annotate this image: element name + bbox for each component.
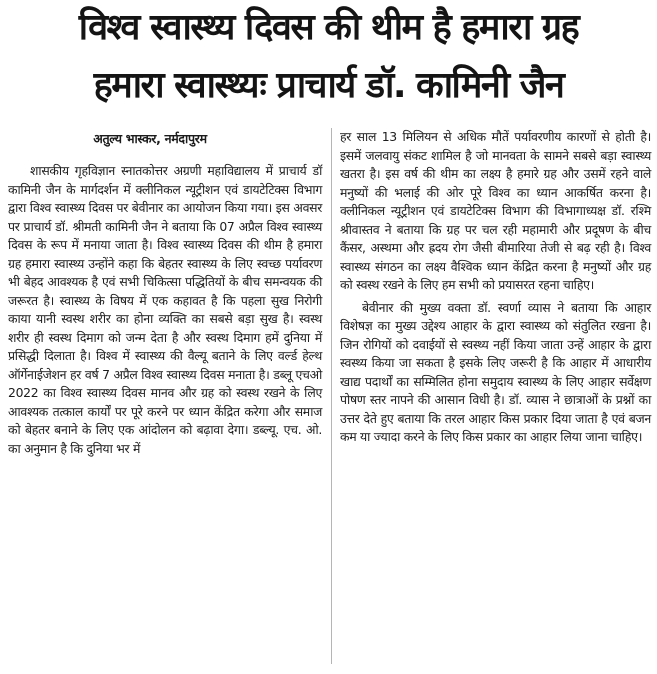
article-paragraph-right-2: बेवीनार की मुख्य वक्ता डॉ. स्वर्णा व्यास ने बताया कि आहार विशेषज्ञ का मुख्य उद्देश्य आहार के द्वारा स्वास्थ्य को संतुलित रखना है। जिन रोगियों को दवाईयों से स्वस्थ्य नहीं किया जाता उन्हें आहार के द्वारा स्वस्थ्य किया जा सकता है इसके लिए जरूरी है कि आहार में आधारीय खाद्य पदार्थों का सम्मिलित होना समुदाय स्वास्थ्य के लिए आहार सर्वेक्षण पोषण स्तर नापने की आसान विधी है। डॉ. व्यास ने छात्राओं के प्रश्नों का उत्तर देते हुए बताया कि तरल आहार किस प्रकार दिया जाता है एवं बजन कम या ज्यादा करने के लिए किस प्रकार का आहार लिया जाना चाहिए। [340,299,651,444]
byline: अतुल्य भास्कर, नर्मदापुरम [93,131,207,146]
headline-line-1: विश्व स्वास्थ्य दिवस की थीम है हमारा ग्रह [78,7,579,48]
article-paragraph-right-1: हर साल 13 मिलियन से अधिक मौतें पर्यावरणीय कारणों से होती है। इसमें जलवायु संकट शामिल है जो मानवता के सामने सबसे बड़ा स्वास्थ्य खतरा है। इस वर्ष की थीम का लक्ष्य है हमारे ग्रह और उसमें रहने वाले मनुष्यों की भलाई की ओर पूरे विश्व का ध्यान आकर्षित करना है। क्लीनिकल न्यूट्रीशन एवं डायटेटिक्स विभाग की विभागाध्यक्ष डॉ. रश्मि श्रीवास्तव ने बताया कि ग्रह पर चल रही महामारी और प्रदूषण के बीच कैंसर, अस्थमा और ह्रदय रोग जैसी बीमारिया तेजी से बढ़ रही है। विश्व स्वास्थ्य संगठन का लक्ष्य वैश्विक ध्यान केंद्रित करना है मनुष्यों और ग्रह को स्वस्थ रखने के लिए हम सभी को प्रयासरत रहना चाहिए। [340,129,651,292]
column-divider [331,128,332,664]
article-column-left [8,128,322,461]
article-column-right [340,128,651,450]
headline-line-2: हमारा स्वास्थ्यः प्राचार्य डॉ. कामिनी जैन [93,65,564,106]
article-paragraph-left: शासकीय गृहविज्ञान स्नातकोत्तर अग्रणी महाविद्यालय में प्राचार्य डॉ कामिनी जैन के मार्गदर्शन में क्लीनिकल न्यूट्रीशन एवं डायटेटिक्स विभाग द्वारा विश्व स्वास्थ्य दिवस पर बेवीनार का आयोजन किया गया। इस अवसर पर प्राचार्य डॉ. श्रीमती कामिनी जैन ने बताया कि 07 अप्रैल विश्व स्वास्थ्य दिवस के रूप में मनाया जाता है। विश्व स्वास्थ्य दिवस की थीम है हमारा ग्रह हमारा स्वास्थ्य उन्होंने कहा कि बेहतर स्वास्थ्य के लिए स्वच्छ पर्यावरण भी बेहद आवश्यक है एवं सभी चिकित्सा पद्धितियों के बीच समन्वयक की जरूरत है। स्वास्थ्य के विषय में एक कहावत है कि पहला सुख निरोगी काया यानी स्वस्थ शरीर का होना व्यक्ति का सबसे बड़ा सुख है। स्वस्थ शरीर ही स्वस्थ दिमाग को जन्म देता है और स्वस्थ दिमाग हमें दुनिया में प्रसिद्धी दिलाता है। विश्व में स्वास्थ्य की वैल्यू बताने के लिए वर्ल्ड हेल्थ ऑर्गेनाईजेशन हर वर्ष 7 अप्रैल विश्व स्वास्थ्य दिवस मनाता है। डब्लू एचओ 2022 का विश्व स्वास्थ्य दिवस मानव और ग्रह को स्वस्थ रखने के लिए आवश्यक तत्काल कार्यों पर पूरे करने पर ध्यान केंद्रित करेगा और समाज को बेहतर बनाने के लिए एक आंदोलन को बढ़ावा देगा। डब्ल्यू. एच. ओ. का अनुमान है कि दुनिया भर में [8,163,322,456]
